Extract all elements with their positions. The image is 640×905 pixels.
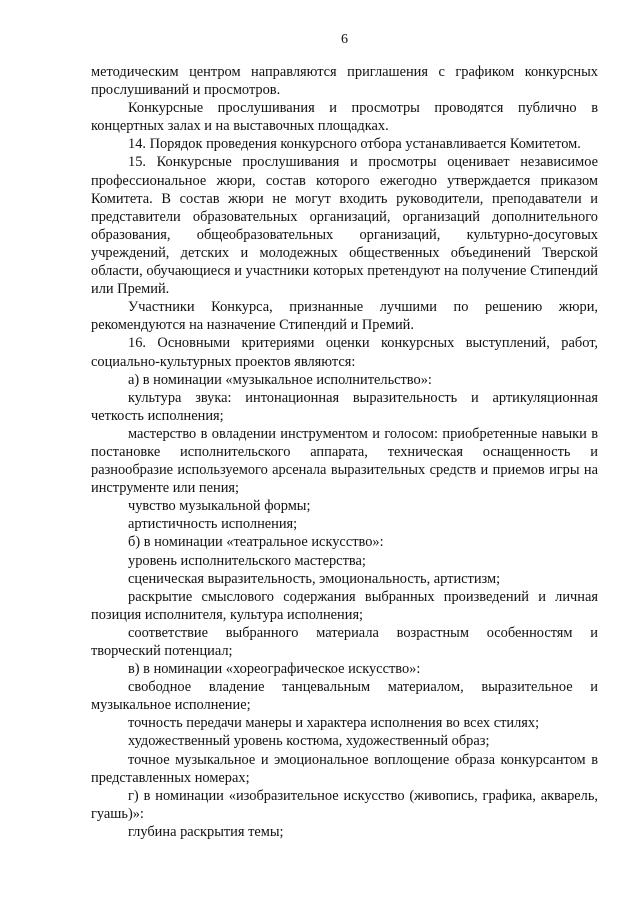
paragraph: художественный уровень костюма, художественный образ;: [128, 733, 490, 750]
paragraph: в) в номинации «хореографическое искусство»:: [128, 661, 421, 678]
page-number: 6: [341, 32, 348, 47]
body-text: [91, 63, 598, 841]
paragraph: мастерство в овладении инструментом и голосом: приобретенные навыки в постановке исполнительского аппарата, техническая оснащенность и разнообразие используемого арсенала выразительных средств и приемов игры на инструменте или пения;: [91, 425, 598, 497]
paragraph: точное музыкальное и эмоциональное воплощение образа конкурсантом в представленных номерах;: [91, 751, 598, 786]
paragraph: культура звука: интонационная выразительность и артикуляционная четкость исполнения;: [91, 389, 598, 424]
paragraph: артистичность исполнения;: [128, 516, 298, 533]
paragraph: Конкурсные прослушивания и просмотры проводятся публично в концертных залах и на выставочных площадках.: [91, 100, 598, 135]
paragraph: раскрытие смыслового содержания выбранных произведений и личная позиция исполнителя, культура исполнения;: [91, 588, 598, 623]
paragraph: сценическая выразительность, эмоциональность, артистизм;: [128, 570, 501, 587]
paragraph: чувство музыкальной формы;: [128, 498, 311, 515]
paragraph: г) в номинации «изобразительное искусство (живопись, графика, акварель, гуашь)»:: [91, 787, 598, 822]
paragraph: б) в номинации «театральное искусство»:: [128, 534, 384, 551]
paragraph: методическим центром направляются приглашения с графиком конкурсных прослушиваний и просмотров.: [91, 64, 598, 99]
paragraph: 15. Конкурсные прослушивания и просмотры оценивает независимое профессиональное жюри, состав которого ежегодно утверждается приказом Комитета. В состав жюри не могут входить руководители, преподаватели и представители образовательных организаций, организаций дополнительного образования, общеобразовательных организаций, культурно-досуговых учреждений, детских и молодежных общественных объединений Тверской области, обучающиеся и участники которых претендуют на получение Стипендий или Премий.: [91, 154, 598, 298]
paragraph: свободное владение танцевальным материалом, выразительное и музыкальное исполнение;: [91, 679, 598, 714]
paragraph: а) в номинации «музыкальное исполнительство»:: [128, 371, 432, 388]
paragraph: точность передачи манеры и характера исполнения во всех стилях;: [128, 715, 540, 732]
paragraph: соответствие выбранного материала возрастным особенностям и творческий потенциал;: [91, 624, 598, 659]
paragraph: 14. Порядок проведения конкурсного отбора устанавливается Комитетом.: [128, 136, 581, 153]
paragraph: глубина раскрытия темы;: [128, 823, 284, 840]
paragraph: уровень исполнительского мастерства;: [128, 552, 366, 569]
paragraph: 16. Основными критериями оценки конкурсных выступлений, работ, социально-культурных проектов являются:: [91, 335, 598, 370]
paragraph: Участники Конкурса, признанные лучшими по решению жюри, рекомендуются на назначение Стипендий и Премий.: [91, 299, 598, 334]
